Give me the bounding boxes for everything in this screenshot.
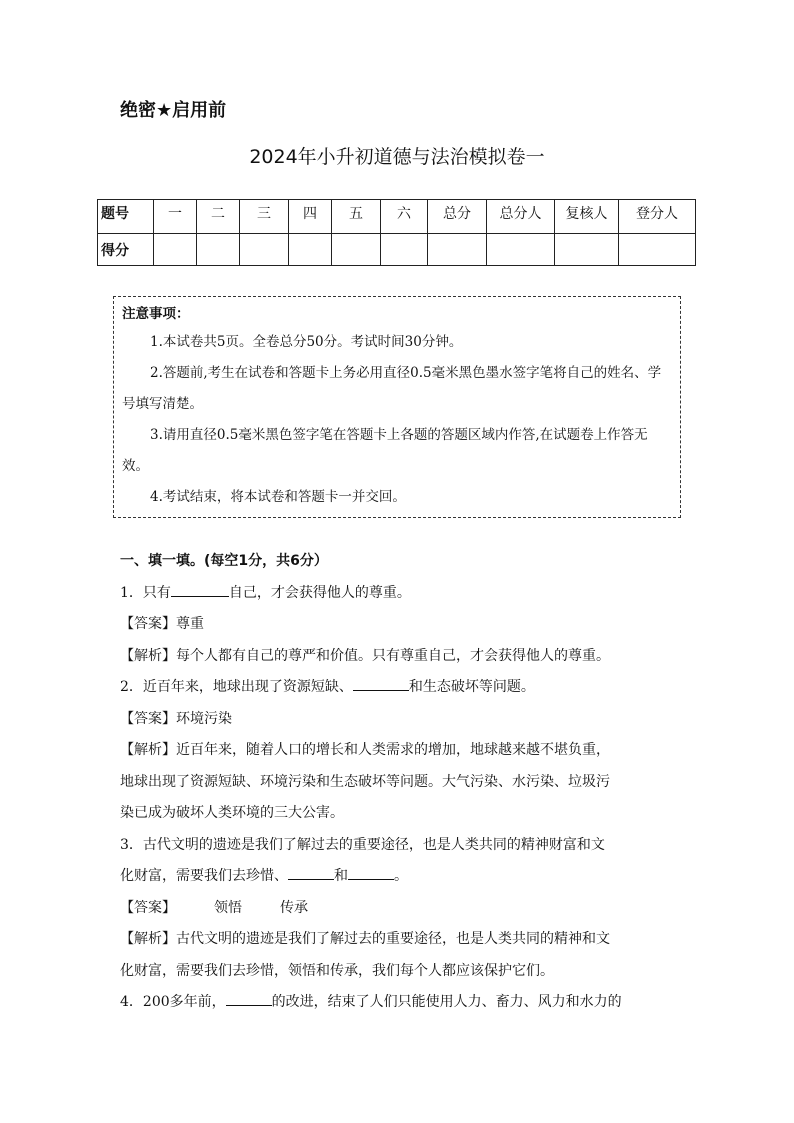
score-row-label: 得分 [98,234,154,266]
answer-blank[interactable] [171,582,229,597]
score-header-cell: 复核人 [555,200,619,234]
notice-box [113,296,681,518]
score-header-cell: 二 [197,200,240,234]
analysis-line: 【解析】每个人都有自己的尊严和价值。只有尊重自己，才会获得他人的尊重。 [120,647,610,664]
score-header-cell: 三 [240,200,289,234]
score-input-cell[interactable] [332,234,381,266]
score-input-cell[interactable] [555,234,619,266]
question-4: 4．200多年前， 的改进，结束了人们只能使用人力、畜力、风力和水力的 [120,987,680,1019]
notice-item: 2.答题前,考生在试卷和答题卡上务必用直径0.5毫米黑色墨水签字笔将自己的姓名、学号填写清楚。 [122,365,662,412]
question-1: 1．只有 自己，才会获得他人的尊重。 [120,578,680,610]
score-header-cell: 四 [289,200,332,234]
section-heading: 一、填一填。(每空1分，共6分） [120,553,328,569]
analysis-line: 【解析】近百年来，随着人口的增长和人类需求的增加，地球越来越不堪负重， [120,742,610,758]
question-2: 2．近百年来，地球出现了资源短缺、 和生态破坏等问题。 [120,672,680,704]
answer-blank[interactable] [348,865,394,880]
notice-heading: 注意事项： [122,306,190,322]
score-table-score-row [98,234,696,266]
analysis-line: 【解析】古代文明的遗迹是我们了解过去的重要途径，也是人类共同的精神和文 [120,931,610,947]
score-input-cell[interactable] [619,234,696,266]
answer-line: 【答案】尊重 [120,616,204,632]
score-header-cell: 五 [332,200,381,234]
score-table-header-row [98,200,696,234]
score-input-cell[interactable] [487,234,555,266]
answer-blank[interactable] [353,676,409,691]
score-input-cell[interactable] [289,234,332,266]
score-input-cell[interactable] [428,234,487,266]
score-table [97,199,696,266]
answer-line: 【答案】环境污染 [120,710,232,727]
notice-item: 4.考试结束，将本试卷和答题卡一并交回。 [150,489,406,505]
score-header-cell: 登分人 [619,200,696,234]
score-header-cell: 一 [154,200,197,234]
answer-line: 【答案】 领悟 传承 [120,899,308,916]
answer-text: 领悟 [214,899,242,916]
answer-text: 传承 [280,899,308,916]
score-input-cell[interactable] [197,234,240,266]
score-input-cell[interactable] [154,234,197,266]
notice-item: 1.本试卷共5页。全卷总分50分。考试时间30分钟。 [150,334,463,350]
page-title: 2024年小升初道德与法治模拟卷一 [249,146,545,168]
score-header-cell: 总分人 [487,200,555,234]
answer-text: 环境污染 [176,710,232,727]
analysis-line: 染已成为破坏人类环境的三大公害。 [120,805,344,821]
analysis-line: 地球出现了资源短缺、环境污染和生态破坏等问题。大气污染、水污染、垃圾污 [120,773,610,790]
answer-blank[interactable] [226,991,272,1006]
confidential-label: 绝密★启用前 [120,100,227,121]
score-header-cell: 题号 [98,200,154,234]
answer-text: 尊重 [176,616,204,632]
section-fill-in [120,546,680,1019]
score-input-cell[interactable] [381,234,428,266]
analysis-line: 化财富，需要我们去珍惜，领悟和传承，我们每个人都应该保护它们。 [120,962,554,979]
answer-blank[interactable] [288,865,334,880]
score-header-cell: 六 [381,200,428,234]
score-header-cell: 总分 [428,200,487,234]
score-input-cell[interactable] [240,234,289,266]
notice-item: 3.请用直径0.5毫米黑色签字笔在答题卡上各题的答题区域内作答,在试题卷上作答无效。 [122,427,648,474]
question-3-cont: 化财富，需要我们去珍惜、 和 。 [120,861,680,893]
question-3: 3．古代文明的遗迹是我们了解过去的重要途径，也是人类共同的精神财富和文 [120,836,605,853]
